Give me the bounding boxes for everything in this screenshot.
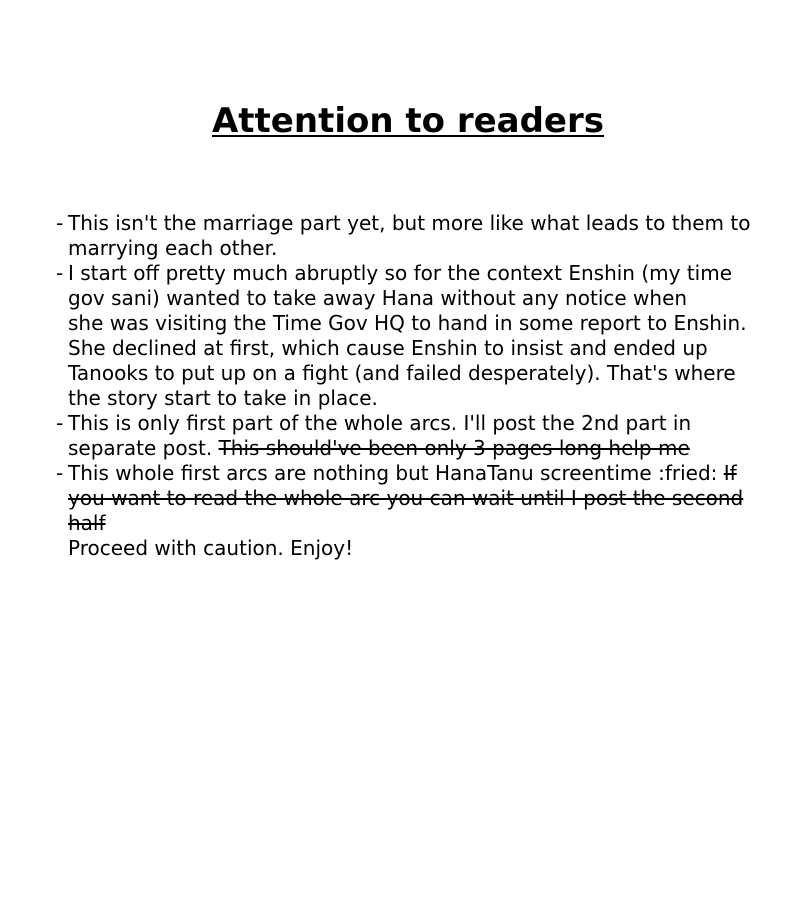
note-4-text-1: This whole first arcs are nothing but HanaTanu screentime :fried: [68, 461, 724, 485]
note-2-text-4: She declined at first, which cause Enshin to insist and ended up [68, 336, 708, 360]
bullet-dash: - [56, 411, 64, 435]
closing-text: Proceed with caution. Enjoy! [68, 536, 354, 560]
note-2-text-1: I start off pretty much abruptly so for the context Enshin (my time [68, 261, 733, 285]
note-line [56, 461, 760, 486]
note-2-text-6: the story start to take in place. [68, 386, 378, 410]
note-line [56, 286, 760, 311]
note-3-struck-text: This should've been only 3 pages long help me [218, 436, 690, 460]
note-line [56, 336, 760, 361]
note-line [56, 436, 760, 461]
note-line [56, 536, 760, 561]
page-title: Attention to readers [211, 101, 604, 141]
note-2-text-2: gov sani) wanted to take away Hana without any notice when [68, 286, 688, 310]
note-2-text-5: Tanooks to put up on a fight (and failed desperately). That's where [68, 361, 736, 385]
notes-list [56, 211, 760, 561]
note-line [56, 361, 760, 386]
note-line [56, 486, 760, 511]
note-4-struck-text-2: you want to read the whole arc you can wait until I post the second [68, 486, 744, 510]
note-line [56, 411, 760, 436]
bullet-dash: - [56, 261, 64, 285]
note-3-text-2: separate post. [68, 436, 219, 460]
note-line [56, 386, 760, 411]
note-2-text-3: she was visiting the Time Gov HQ to hand in some report to Enshin. [68, 311, 747, 335]
note-line [56, 311, 760, 336]
note-line [56, 511, 760, 536]
note-line [56, 261, 760, 286]
note-4-struck-text-3: half [68, 511, 106, 535]
note-1-text-1: This isn't the marriage part yet, but more like what leads to them to [68, 211, 751, 235]
note-1-text-2: marrying each other. [68, 236, 278, 260]
note-4-struck-text-1: If [723, 461, 737, 485]
note-line [56, 236, 760, 261]
note-line [56, 211, 760, 236]
note-3-text-1: This is only first part of the whole arcs. I'll post the 2nd part in [68, 411, 692, 435]
bullet-dash: - [56, 211, 64, 235]
bullet-dash: - [56, 461, 64, 485]
